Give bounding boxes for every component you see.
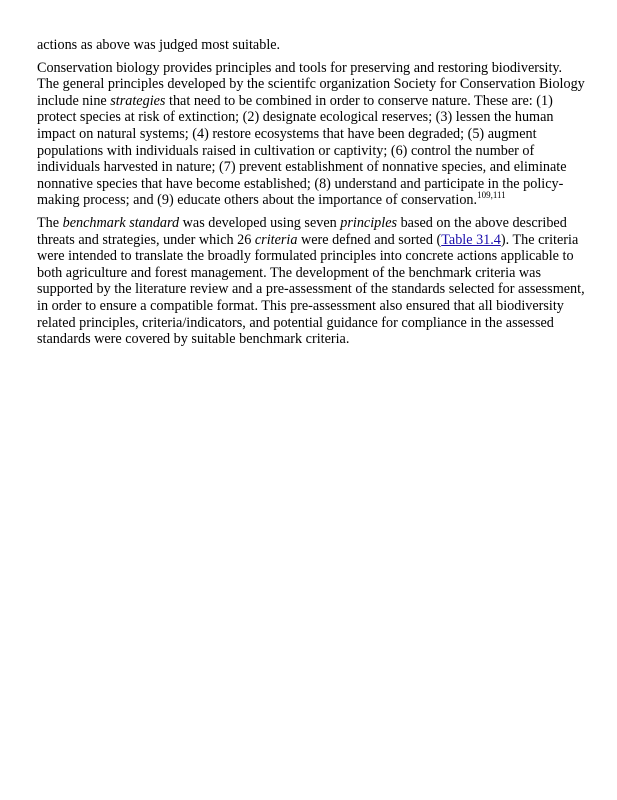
paragraph-continuation xyxy=(37,37,585,54)
paragraph-conservation-biology xyxy=(37,60,585,209)
paragraph-text: based on the above described threats and strategies, under which 26 xyxy=(37,214,567,248)
paragraph-text: ). The criteria were intended to translate the broadly formulated principles into concrete actions applicable to both agriculture and forest management. The development of the benchmark criteria was supported by the literature review and a pre-assessment of the standards selected for assessment, in order to ensure a compatible format. This pre-assessment also ensured that all biodiversity related principles, criteria/indicators, and potential guidance for compliance in the assessed standards were covered by suitable benchmark criteria. xyxy=(37,231,585,348)
paragraph-text: The xyxy=(37,214,63,231)
document-page xyxy=(37,37,585,354)
paragraph-text: that need to be combined in order to conserve nature. These are: (1) protect species at risk of extinction; (2) designate ecological reserves; (3) lessen the human impact on natural systems; (4) restore ecosystems that have been degraded; (5) augment populations with individuals raised in cultivation or captivity; (6) control the number of individuals harvested in nature; (7) prevent establishment of nonnative species, and eliminate nonnative species that have become established; (8) understand and participate in the policy-making process; and (9) educate others about the importance of conservation. xyxy=(37,92,567,209)
paragraph-text: actions as above was judged most suitable. xyxy=(37,37,281,53)
paragraph-benchmark-standard xyxy=(37,215,585,348)
emphasis-principles: principles xyxy=(340,214,398,231)
table-reference-link[interactable]: Table 31.4 xyxy=(441,231,501,248)
emphasis-benchmark-standard: benchmark standard xyxy=(62,214,180,231)
paragraph-text: were defned and sorted ( xyxy=(297,231,442,248)
citation-superscript: 109,111 xyxy=(477,190,506,201)
emphasis-criteria: criteria xyxy=(254,231,298,248)
paragraph-text: Conservation biology provides principles and tools for preserving and restoring biodiversity. The general principles developed by the scientifc organization Society for Conservation Biology include nine xyxy=(37,59,585,109)
emphasis-strategies: strategies xyxy=(110,92,166,109)
paragraph-text: was developed using seven xyxy=(179,214,341,231)
